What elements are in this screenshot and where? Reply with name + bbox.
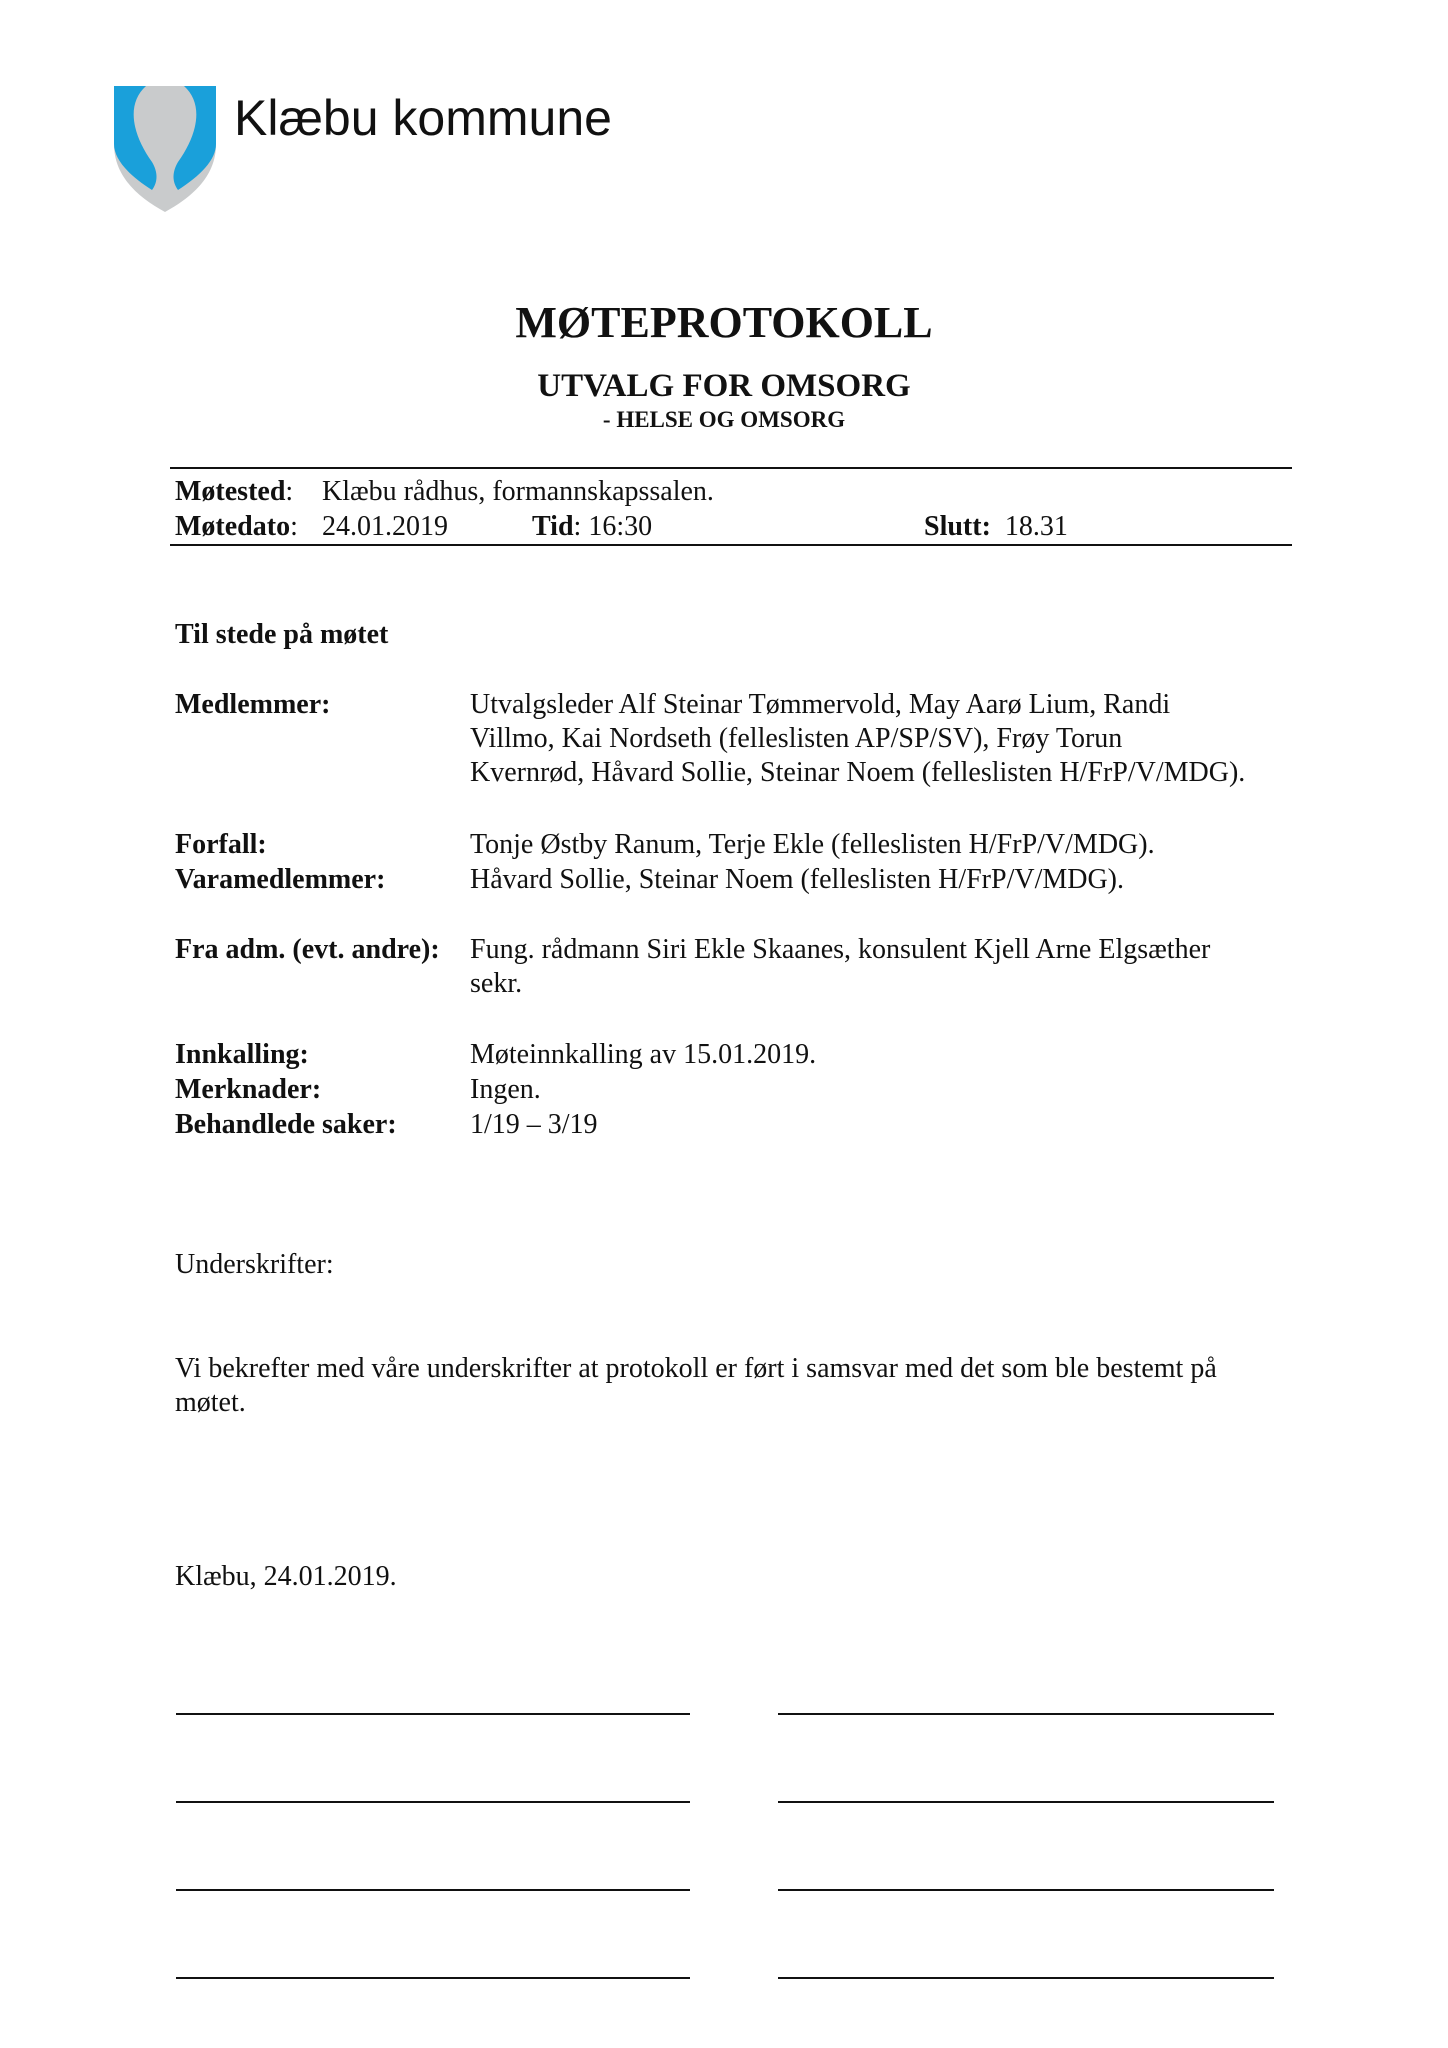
signatures-heading: Underskrifter: <box>175 1249 334 1280</box>
absent-value: Tonje Østby Ranum, Terje Ekle (felleslisten H/FrP/V/MDG). <box>470 829 1155 860</box>
remarks-label: Merknader: <box>175 1074 322 1105</box>
signature-line[interactable] <box>176 1977 690 1979</box>
substitutes-value: Håvard Sollie, Steinar Noem (felleslisten H/FrP/V/MDG). <box>470 864 1125 895</box>
coat-of-arms-graphic <box>112 86 218 212</box>
summons-label: Innkalling: <box>175 1039 309 1070</box>
signature-line[interactable] <box>176 1713 690 1715</box>
members-line: Villmo, Kai Nordseth (felleslisten AP/SP/SV), Frøy Torun <box>470 723 1123 754</box>
signature-line[interactable] <box>778 1713 1274 1715</box>
committee-subtitle: - HELSE OG OMSORG <box>602 407 846 432</box>
admin-label: Fra adm. (evt. andre): <box>175 934 440 965</box>
admin-line: sekr. <box>470 968 523 999</box>
municipal-coat-of-arms-icon <box>112 86 218 212</box>
meeting-date-value: 24.01.2019 <box>322 511 448 542</box>
admin-value <box>470 933 1300 1001</box>
absent-label: Forfall: <box>175 829 267 860</box>
signature-line[interactable] <box>778 1889 1274 1891</box>
cases-label: Behandlede saker: <box>175 1109 397 1140</box>
admin-line: Fung. rådmann Siri Ekle Skaanes, konsulent Kjell Arne Elgsæther <box>470 934 1211 965</box>
signature-line[interactable] <box>778 1801 1274 1803</box>
summons-value: Møteinnkalling av 15.01.2019. <box>470 1039 817 1070</box>
meeting-end-value: 18.31 <box>1004 511 1068 542</box>
divider-bottom <box>170 544 1292 546</box>
signature-line[interactable] <box>176 1801 690 1803</box>
signature-line[interactable] <box>778 1977 1274 1979</box>
meeting-end-label: Slutt: <box>924 511 991 542</box>
members-line: Utvalgsleder Alf Steinar Tømmervold, May Aarø Lium, Randi <box>470 689 1171 720</box>
divider-top <box>170 467 1292 469</box>
meeting-location-label: Møtested <box>175 476 286 507</box>
meeting-time-label: Tid <box>532 511 574 542</box>
cases-value: 1/19 – 3/19 <box>470 1109 598 1140</box>
members-line: Kvernrød, Håvard Sollie, Steinar Noem (felleslisten H/FrP/V/MDG). <box>470 757 1246 788</box>
meeting-end-row <box>924 510 1068 544</box>
substitutes-label: Varamedlemmer: <box>175 864 386 895</box>
members-value <box>470 688 1300 790</box>
members-label: Medlemmer: <box>175 689 331 720</box>
remarks-value: Ingen. <box>470 1074 541 1105</box>
meeting-location-value: Klæbu rådhus, formannskapssalen. <box>322 476 714 507</box>
confirmation-text <box>175 1352 1295 1420</box>
document-title: MØTEPROTOKOLL <box>515 298 933 347</box>
meeting-time-value: 16:30 <box>588 511 653 542</box>
organization-name: Klæbu kommune <box>234 90 612 146</box>
meeting-date-label: Møtedato <box>175 511 291 542</box>
place-date: Klæbu, 24.01.2019. <box>175 1561 397 1592</box>
committee-title: UTVALG FOR OMSORG <box>537 368 911 404</box>
meeting-location-row: Møtested: <box>175 476 294 507</box>
meeting-time-row: Tid: 16:30 <box>532 511 653 542</box>
signature-line[interactable] <box>176 1889 690 1891</box>
confirmation-line: møtet. <box>175 1387 246 1418</box>
meeting-date-row: Møtedato: <box>175 511 298 542</box>
confirmation-line: Vi bekrefter med våre underskrifter at protokoll er ført i samsvar med det som ble bestemt på <box>175 1353 1217 1384</box>
attendance-heading: Til stede på møtet <box>175 619 389 650</box>
